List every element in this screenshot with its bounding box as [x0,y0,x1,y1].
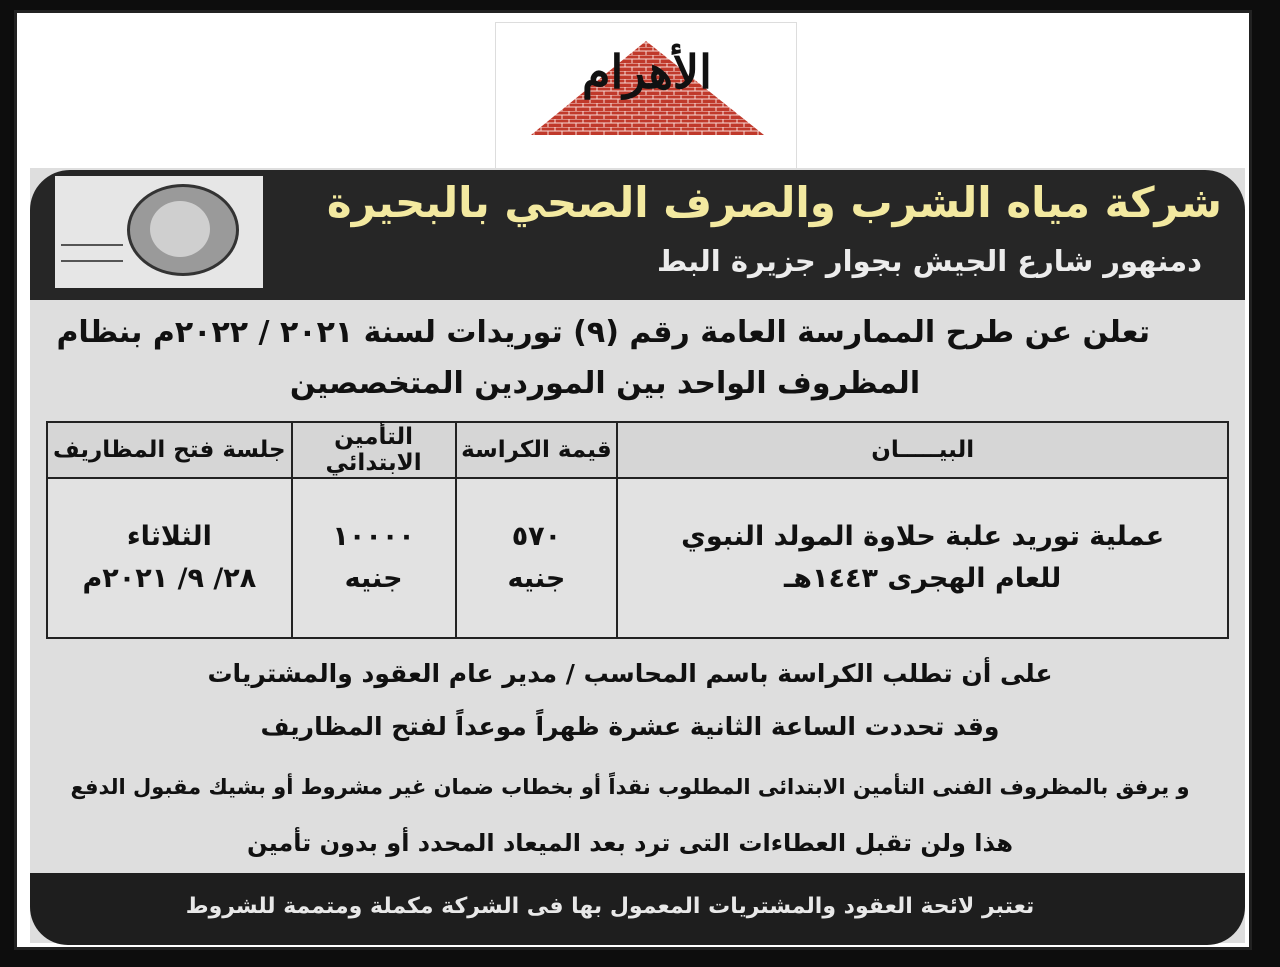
newspaper-logo-text: الأهرام [582,45,712,99]
table-row [47,478,1228,638]
terms-line-1: على أن تطلب الكراسة باسم المحاسب / مدير عام العقود والمشتريات [207,659,1053,688]
cell-booklet-price [456,478,618,638]
newspaper-logo [495,22,797,170]
emblem-caption-lines [61,244,123,262]
tender-table [46,421,1229,639]
cell-initial-deposit [292,478,456,638]
company-address: دمنهور شارع الجيش بجوار جزيرة البط [657,244,1202,278]
deposit-unit: جنيه [344,563,403,594]
item-line-2: للعام الهجرى ١٤٤٣هـ [784,563,1062,594]
table-header-row [47,422,1228,478]
terms-line-3: و يرفق بالمظروف الفنى التأمين الابتدائى المطلوب نقداً أو بخطاب ضمان غير مشروط أو بشيك مقبول الدفع [70,775,1190,799]
booklet-unit: جنيه [507,563,566,594]
item-line-1: عملية توريد علبة حلاوة المولد النبوي [681,521,1165,553]
footer-text: تعتبر لائحة العقود والمشتريات المعمول بها فى الشركة مكملة ومتممة للشروط [185,894,1035,919]
announcement-line-2: المظروف الواحد بين الموردين المتخصصين [289,366,921,401]
terms-line-4: هذا ولن تقبل العطاءات التى ترد بعد الميعاد المحدد أو بدون تأمين [247,829,1013,857]
header-description: البيـــــان [617,422,1228,478]
booklet-value: ٥٧٠ [511,521,562,553]
header-initial-deposit: التأمين الابتدائي [292,422,456,478]
cell-opening-session [47,478,292,638]
session-day: الثلاثاء [126,521,212,553]
company-name: شركة مياه الشرب والصرف الصحي بالبحيرة [326,178,1222,227]
terms-line-2: وقد تحددت الساعة الثانية عشرة ظهراً موعداً لفتح المظاريف [260,712,1000,741]
deposit-value: ١٠٠٠٠ [332,521,415,553]
header-opening-session: جلسة فتح المظاريف [47,422,292,478]
cell-description [617,478,1228,638]
globe-emblem-icon [127,184,239,276]
company-emblem [55,176,263,288]
announcement-line-1: تعلن عن طرح الممارسة العامة رقم (٩) توريدات لسنة ٢٠٢١ / ٢٠٢٢م بنظام [56,315,1150,350]
session-date: ٢٨/ ٩/ ٢٠٢١م [82,563,257,594]
header-booklet-price: قيمة الكراسة [456,422,618,478]
